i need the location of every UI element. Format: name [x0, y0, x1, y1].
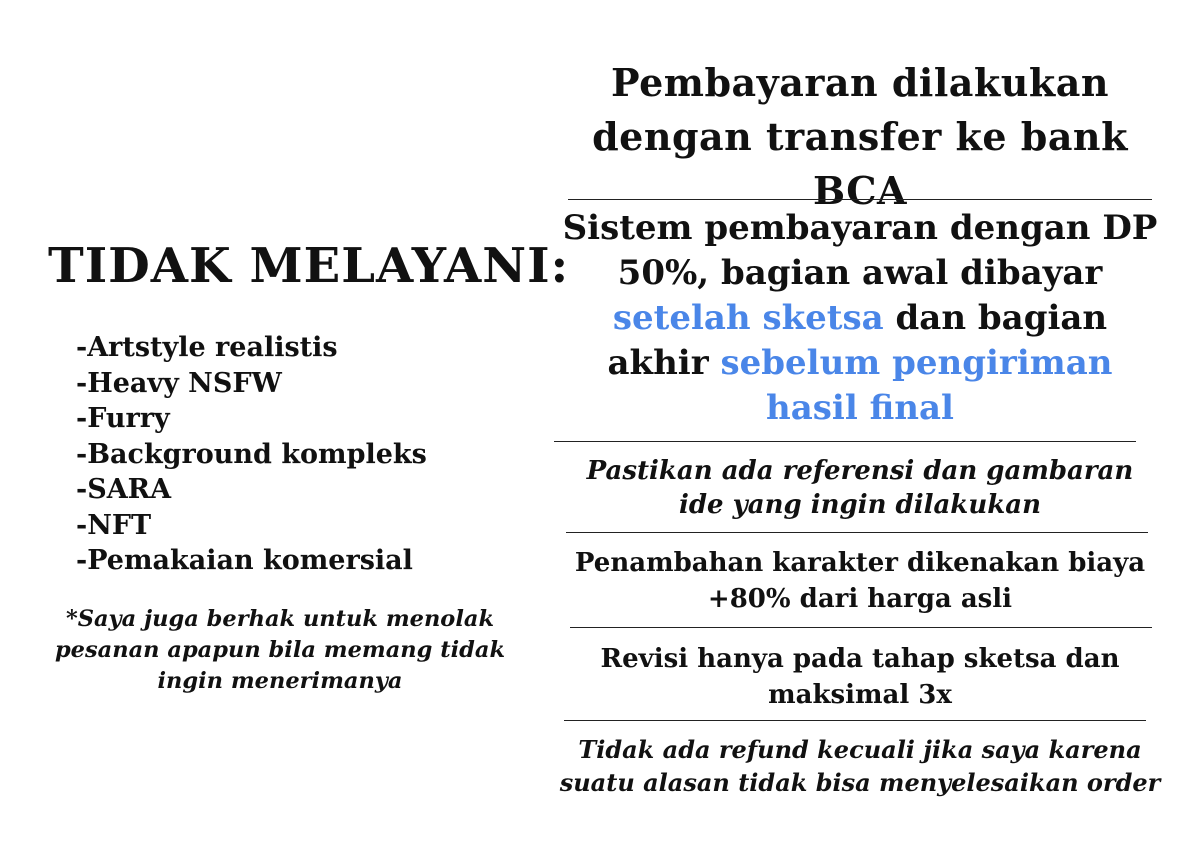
payment-method-text: Pembayaran dilakukan dengan transfer ke bank BCA	[592, 60, 1128, 213]
list-item: -Artstyle realistis	[76, 332, 338, 363]
divider	[566, 532, 1148, 533]
down-payment-text	[560, 206, 1160, 431]
reference-text: Pastikan ada referensi dan gambaran ide yang ingin dilakukan	[586, 456, 1134, 520]
restrictions-list	[76, 330, 427, 579]
refund-text: Tidak ada refund kecuali jika saya karena suatu alasan tidak bisa menyelesaikan order	[559, 735, 1161, 797]
dp-highlight-before-final: sebelum pengiriman hasil final	[720, 343, 1113, 428]
list-item: -SARA	[76, 474, 172, 505]
divider	[568, 199, 1152, 200]
divider	[554, 441, 1136, 442]
dp-text-part: dan bagian akhir	[607, 298, 1108, 383]
dp-text-part: Sistem pembayaran dengan DP 50%, bagian awal dibayar	[562, 208, 1158, 293]
dp-highlight-after-sketch: setelah sketsa	[612, 298, 884, 338]
divider	[570, 627, 1152, 628]
list-item: -NFT	[76, 509, 152, 541]
divider	[564, 720, 1146, 721]
refusal-note: *Saya juga berhak untuk menolak pesanan apapun bila memang tidak ingin menerimanya	[54, 606, 506, 694]
list-item: -Background kompleks	[76, 438, 427, 470]
list-item: -Furry	[76, 403, 170, 434]
list-item: -Heavy NSFW	[76, 367, 282, 399]
revision-text: Revisi hanya pada tahap sketsa dan maksimal 3x	[600, 644, 1120, 710]
restrictions-panel	[0, 0, 570, 857]
restrictions-heading: TIDAK MELAYANI:	[48, 238, 570, 294]
terms-panel	[560, 0, 1200, 857]
extra-character-text: Penambahan karakter dikenakan biaya +80% dari harga asli	[574, 548, 1146, 614]
list-item: -Pemakaian komersial	[76, 545, 413, 576]
